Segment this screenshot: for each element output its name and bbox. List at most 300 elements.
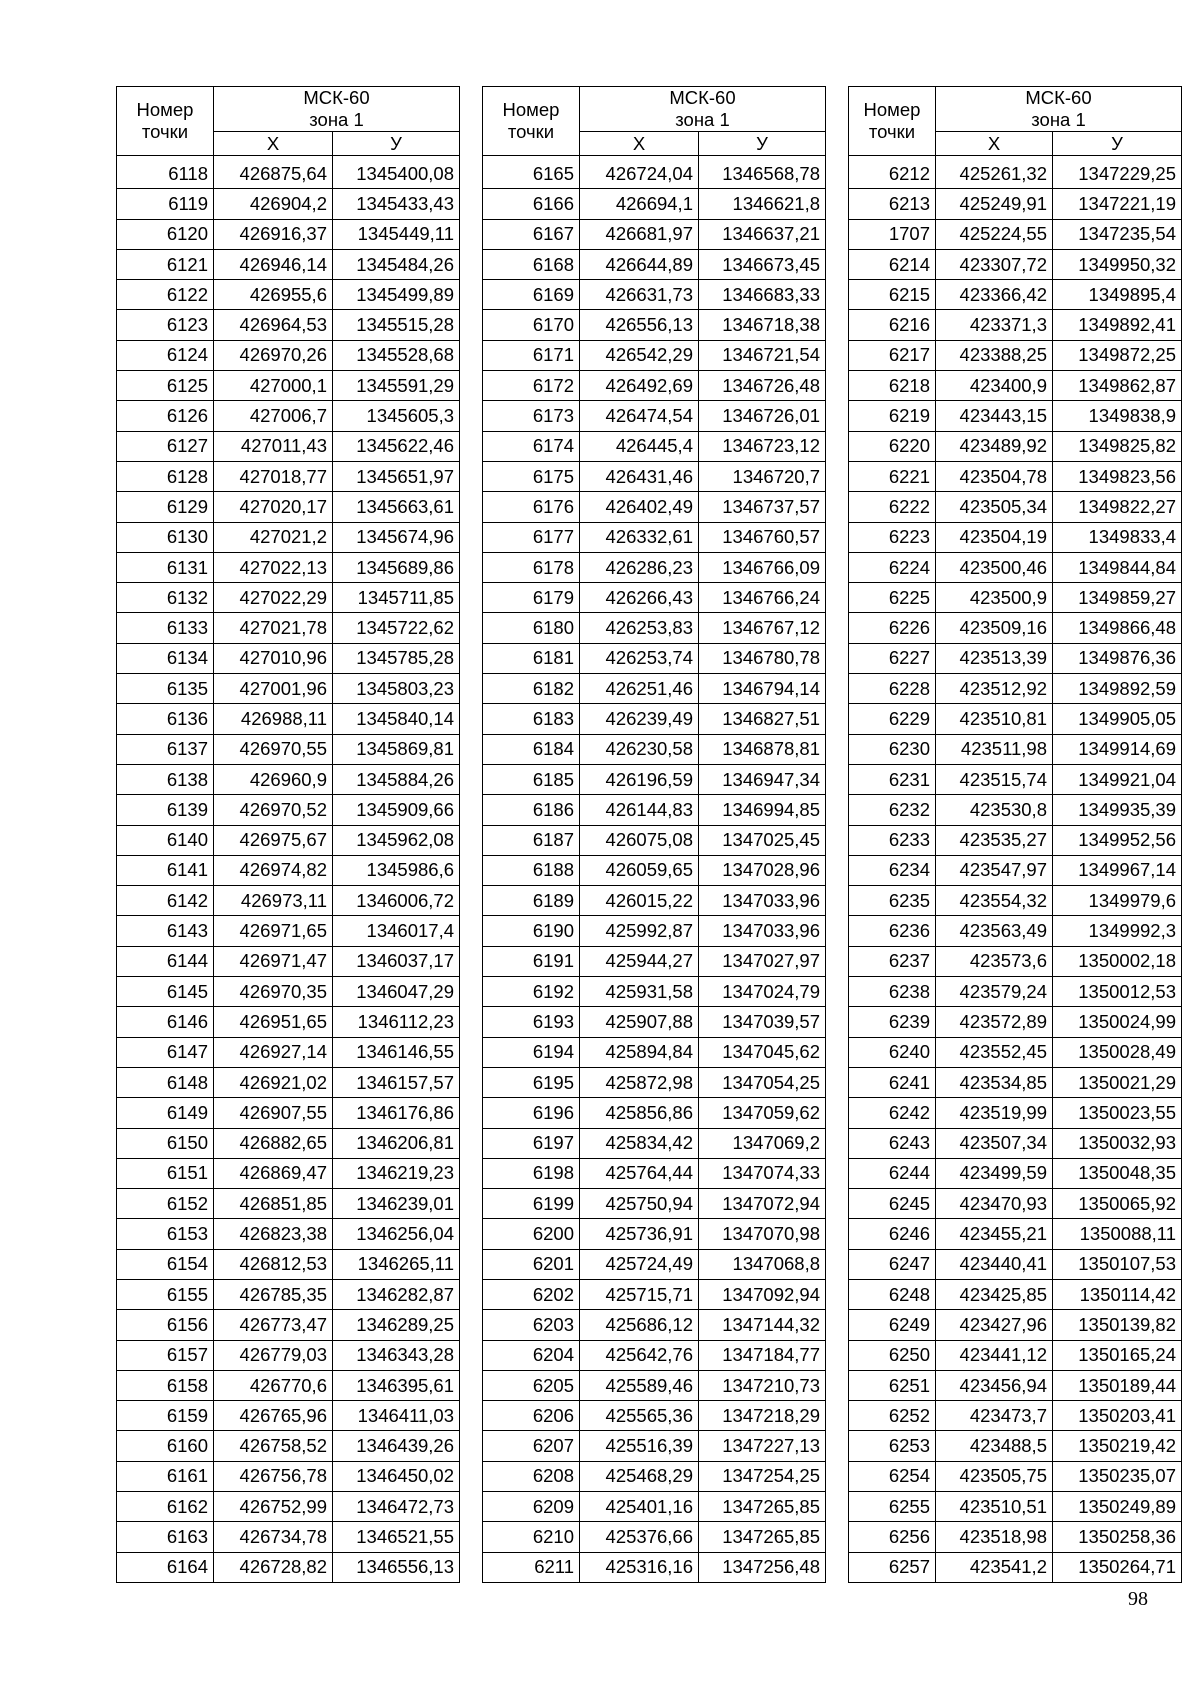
table-row xyxy=(483,1401,826,1431)
x-coordinate-cell: 426970,52 xyxy=(214,795,333,825)
x-coordinate-cell: 425565,36 xyxy=(580,1401,699,1431)
y-coordinate-cell: 1346767,12 xyxy=(699,613,826,643)
table-row xyxy=(117,1158,460,1188)
y-coordinate-cell: 1349950,32 xyxy=(1053,249,1182,279)
x-coordinate-cell: 423535,27 xyxy=(936,825,1053,855)
point-number-cell: 6119 xyxy=(117,189,214,219)
table-row xyxy=(483,583,826,613)
table-row xyxy=(117,156,460,189)
x-coordinate-cell: 426144,83 xyxy=(580,795,699,825)
table-row xyxy=(117,643,460,673)
table-row xyxy=(117,522,460,552)
point-number-cell: 6223 xyxy=(849,522,936,552)
y-coordinate-cell: 1345484,26 xyxy=(333,249,460,279)
y-coordinate-cell: 1347033,96 xyxy=(699,916,826,946)
table-row xyxy=(117,1189,460,1219)
y-coordinate-cell: 1346556,13 xyxy=(333,1552,460,1582)
point-number-cell: 6195 xyxy=(483,1067,580,1097)
y-coordinate-cell: 1350028,49 xyxy=(1053,1037,1182,1067)
x-coordinate-cell: 425724,49 xyxy=(580,1249,699,1279)
table-row xyxy=(117,189,460,219)
point-number-cell: 6189 xyxy=(483,886,580,916)
x-coordinate-cell: 426927,14 xyxy=(214,1037,333,1067)
table-row xyxy=(483,1552,826,1582)
point-number-cell: 6210 xyxy=(483,1522,580,1552)
x-coordinate-cell: 426916,37 xyxy=(214,219,333,249)
table-row xyxy=(483,1431,826,1461)
x-coordinate-cell: 423470,93 xyxy=(936,1189,1053,1219)
x-coordinate-cell: 426230,58 xyxy=(580,734,699,764)
y-coordinate-cell: 1350065,92 xyxy=(1053,1189,1182,1219)
y-coordinate-cell: 1349876,36 xyxy=(1053,643,1182,673)
y-coordinate-cell: 1346760,57 xyxy=(699,522,826,552)
point-number-cell: 6218 xyxy=(849,371,936,401)
y-coordinate-cell: 1345622,46 xyxy=(333,431,460,461)
table-row xyxy=(117,1492,460,1522)
point-number-cell: 6228 xyxy=(849,674,936,704)
y-coordinate-cell: 1350249,89 xyxy=(1053,1492,1182,1522)
point-number-cell: 6197 xyxy=(483,1128,580,1158)
point-number-cell: 6136 xyxy=(117,704,214,734)
y-coordinate-cell: 1346621,8 xyxy=(699,189,826,219)
y-coordinate-cell: 1346176,86 xyxy=(333,1098,460,1128)
y-coordinate-cell: 1350203,41 xyxy=(1053,1401,1182,1431)
table-row xyxy=(849,1370,1182,1400)
table-row xyxy=(117,1310,460,1340)
x-coordinate-cell: 426734,78 xyxy=(214,1522,333,1552)
x-coordinate-cell: 425992,87 xyxy=(580,916,699,946)
y-coordinate-cell: 1350107,53 xyxy=(1053,1249,1182,1279)
table-row xyxy=(483,674,826,704)
point-number-cell: 6158 xyxy=(117,1370,214,1400)
table-row xyxy=(849,1007,1182,1037)
x-coordinate-cell: 426964,53 xyxy=(214,310,333,340)
x-coordinate-cell: 423505,75 xyxy=(936,1461,1053,1491)
table-row xyxy=(483,371,826,401)
point-number-cell: 6221 xyxy=(849,461,936,491)
x-coordinate-cell: 426752,99 xyxy=(214,1492,333,1522)
x-coordinate-cell: 426974,82 xyxy=(214,855,333,885)
x-coordinate-cell: 426196,59 xyxy=(580,764,699,794)
y-coordinate-cell: 1345785,28 xyxy=(333,643,460,673)
point-number-cell: 6176 xyxy=(483,492,580,522)
x-coordinate-cell: 427010,96 xyxy=(214,643,333,673)
y-coordinate-cell: 1346112,23 xyxy=(333,1007,460,1037)
point-number-cell: 6141 xyxy=(117,855,214,885)
y-coordinate-cell: 1346721,54 xyxy=(699,340,826,370)
y-coordinate-cell: 1345711,85 xyxy=(333,583,460,613)
y-coordinate-cell: 1350032,93 xyxy=(1053,1128,1182,1158)
point-number-cell: 6188 xyxy=(483,855,580,885)
x-coordinate-cell: 426251,46 xyxy=(580,674,699,704)
x-coordinate-cell: 423541,2 xyxy=(936,1552,1053,1582)
table-row xyxy=(849,1401,1182,1431)
y-coordinate-cell: 1350023,55 xyxy=(1053,1098,1182,1128)
table-row xyxy=(483,1310,826,1340)
y-coordinate-cell: 1350165,24 xyxy=(1053,1340,1182,1370)
point-number-cell: 6182 xyxy=(483,674,580,704)
point-number-cell: 6157 xyxy=(117,1340,214,1370)
x-coordinate-cell: 426332,61 xyxy=(580,522,699,552)
x-coordinate-cell: 426955,6 xyxy=(214,280,333,310)
y-coordinate-cell: 1346265,11 xyxy=(333,1249,460,1279)
y-coordinate-cell: 1346017,4 xyxy=(333,916,460,946)
x-coordinate-cell: 426431,46 xyxy=(580,461,699,491)
coordinates-table-2 xyxy=(482,86,826,1583)
x-coordinate-cell: 426728,82 xyxy=(214,1552,333,1582)
y-coordinate-cell: 1345651,97 xyxy=(333,461,460,491)
table-row xyxy=(117,1249,460,1279)
table-row xyxy=(849,825,1182,855)
point-number-cell: 6173 xyxy=(483,401,580,431)
table-row xyxy=(483,1067,826,1097)
x-coordinate-cell: 425872,98 xyxy=(580,1067,699,1097)
x-coordinate-cell: 423443,15 xyxy=(936,401,1053,431)
y-coordinate-cell: 1346737,57 xyxy=(699,492,826,522)
table-row xyxy=(849,401,1182,431)
point-number-cell: 6245 xyxy=(849,1189,936,1219)
table-row xyxy=(483,1098,826,1128)
point-number-cell: 6229 xyxy=(849,704,936,734)
y-coordinate-cell: 1347218,29 xyxy=(699,1401,826,1431)
table-row xyxy=(117,1279,460,1309)
point-number-cell: 6206 xyxy=(483,1401,580,1431)
x-coordinate-cell: 426445,4 xyxy=(580,431,699,461)
x-coordinate-cell: 426812,53 xyxy=(214,1249,333,1279)
table-row xyxy=(849,1128,1182,1158)
y-coordinate-cell: 1349992,3 xyxy=(1053,916,1182,946)
table-row xyxy=(849,674,1182,704)
point-number-cell: 6153 xyxy=(117,1219,214,1249)
x-coordinate-cell: 425686,12 xyxy=(580,1310,699,1340)
x-coordinate-cell: 426770,6 xyxy=(214,1370,333,1400)
y-coordinate-cell: 1347033,96 xyxy=(699,886,826,916)
point-number-cell: 6131 xyxy=(117,552,214,582)
x-coordinate-cell: 425401,16 xyxy=(580,1492,699,1522)
point-number-cell: 6232 xyxy=(849,795,936,825)
table-row xyxy=(117,1067,460,1097)
table-row xyxy=(117,704,460,734)
point-number-cell: 6235 xyxy=(849,886,936,916)
table-row xyxy=(849,189,1182,219)
x-coordinate-cell: 425261,32 xyxy=(936,156,1053,189)
x-coordinate-cell: 427001,96 xyxy=(214,674,333,704)
x-coordinate-cell: 426266,43 xyxy=(580,583,699,613)
point-number-cell: 6230 xyxy=(849,734,936,764)
y-coordinate-cell: 1346395,61 xyxy=(333,1370,460,1400)
x-coordinate-cell: 423509,16 xyxy=(936,613,1053,643)
point-number-cell: 6150 xyxy=(117,1128,214,1158)
y-coordinate-cell: 1346726,01 xyxy=(699,401,826,431)
point-number-cell: 6154 xyxy=(117,1249,214,1279)
point-number-cell: 6253 xyxy=(849,1431,936,1461)
y-coordinate-cell: 1346439,26 xyxy=(333,1431,460,1461)
point-number-cell: 6194 xyxy=(483,1037,580,1067)
point-number-cell: 6231 xyxy=(849,764,936,794)
point-number-cell: 6180 xyxy=(483,613,580,643)
y-coordinate-cell: 1345591,29 xyxy=(333,371,460,401)
x-coordinate-cell: 425642,76 xyxy=(580,1340,699,1370)
x-coordinate-cell: 426059,65 xyxy=(580,855,699,885)
table-row xyxy=(849,704,1182,734)
point-number-cell: 6186 xyxy=(483,795,580,825)
point-number-cell: 6241 xyxy=(849,1067,936,1097)
y-coordinate-cell: 1349844,84 xyxy=(1053,552,1182,582)
y-coordinate-cell: 1346157,57 xyxy=(333,1067,460,1097)
x-coordinate-cell: 423513,39 xyxy=(936,643,1053,673)
y-coordinate-cell: 1346450,02 xyxy=(333,1461,460,1491)
point-number-cell: 6201 xyxy=(483,1249,580,1279)
table-row xyxy=(117,674,460,704)
y-coordinate-cell: 1346047,29 xyxy=(333,977,460,1007)
y-coordinate-cell: 1345605,3 xyxy=(333,401,460,431)
table-row xyxy=(849,219,1182,249)
y-coordinate-cell: 1347221,19 xyxy=(1053,189,1182,219)
y-coordinate-cell: 1347227,13 xyxy=(699,1431,826,1461)
y-coordinate-cell: 1349914,69 xyxy=(1053,734,1182,764)
table-row xyxy=(117,552,460,582)
point-number-cell: 6219 xyxy=(849,401,936,431)
x-coordinate-cell: 426239,49 xyxy=(580,704,699,734)
table-row xyxy=(483,977,826,1007)
x-coordinate-cell: 426875,64 xyxy=(214,156,333,189)
table-row xyxy=(849,946,1182,976)
y-coordinate-cell: 1346683,33 xyxy=(699,280,826,310)
point-number-cell: 6227 xyxy=(849,643,936,673)
point-number-cell: 6160 xyxy=(117,1431,214,1461)
table-row xyxy=(117,1461,460,1491)
point-number-cell: 6212 xyxy=(849,156,936,189)
point-number-cell: 6133 xyxy=(117,613,214,643)
table-row xyxy=(483,1340,826,1370)
table-row xyxy=(483,1279,826,1309)
point-number-cell: 6205 xyxy=(483,1370,580,1400)
header-point-number: Номер точки xyxy=(117,87,214,156)
point-number-cell: 6247 xyxy=(849,1249,936,1279)
x-coordinate-cell: 426644,89 xyxy=(580,249,699,279)
point-number-cell: 6162 xyxy=(117,1492,214,1522)
point-number-cell: 6234 xyxy=(849,855,936,885)
table-row xyxy=(117,280,460,310)
x-coordinate-cell: 423518,98 xyxy=(936,1522,1053,1552)
y-coordinate-cell: 1346726,48 xyxy=(699,371,826,401)
y-coordinate-cell: 1347059,62 xyxy=(699,1098,826,1128)
y-coordinate-cell: 1345499,89 xyxy=(333,280,460,310)
table-row xyxy=(117,825,460,855)
point-number-cell: 6226 xyxy=(849,613,936,643)
y-coordinate-cell: 1345869,81 xyxy=(333,734,460,764)
x-coordinate-cell: 423441,12 xyxy=(936,1340,1053,1370)
x-coordinate-cell: 426253,83 xyxy=(580,613,699,643)
table-row xyxy=(117,371,460,401)
point-number-cell: 6238 xyxy=(849,977,936,1007)
table-row xyxy=(483,1219,826,1249)
x-coordinate-cell: 425834,42 xyxy=(580,1128,699,1158)
point-number-cell: 6144 xyxy=(117,946,214,976)
y-coordinate-cell: 1347068,8 xyxy=(699,1249,826,1279)
y-coordinate-cell: 1346472,73 xyxy=(333,1492,460,1522)
point-number-cell: 6183 xyxy=(483,704,580,734)
point-number-cell: 6163 xyxy=(117,1522,214,1552)
table-row xyxy=(483,310,826,340)
x-coordinate-cell: 425931,58 xyxy=(580,977,699,1007)
table-row xyxy=(483,522,826,552)
y-coordinate-cell: 1346794,14 xyxy=(699,674,826,704)
point-number-cell: 6252 xyxy=(849,1401,936,1431)
table-row xyxy=(483,734,826,764)
point-number-cell: 6147 xyxy=(117,1037,214,1067)
x-coordinate-cell: 423534,85 xyxy=(936,1067,1053,1097)
point-number-cell: 6255 xyxy=(849,1492,936,1522)
y-coordinate-cell: 1346411,03 xyxy=(333,1401,460,1431)
y-coordinate-cell: 1349952,56 xyxy=(1053,825,1182,855)
table-row xyxy=(849,643,1182,673)
point-number-cell: 6172 xyxy=(483,371,580,401)
table-row xyxy=(117,1340,460,1370)
table-row xyxy=(117,1552,460,1582)
table-row xyxy=(483,855,826,885)
table-row xyxy=(483,704,826,734)
table-row xyxy=(483,461,826,491)
y-coordinate-cell: 1349838,9 xyxy=(1053,401,1182,431)
point-number-cell: 6202 xyxy=(483,1279,580,1309)
point-number-cell: 6256 xyxy=(849,1522,936,1552)
y-coordinate-cell: 1347265,85 xyxy=(699,1492,826,1522)
x-coordinate-cell: 423400,9 xyxy=(936,371,1053,401)
point-number-cell: 1707 xyxy=(849,219,936,249)
y-coordinate-cell: 1346146,55 xyxy=(333,1037,460,1067)
table-row xyxy=(483,189,826,219)
table-row xyxy=(483,613,826,643)
header-coordinate-system: МСК-60 зона 1 xyxy=(580,87,826,132)
x-coordinate-cell: 423547,97 xyxy=(936,855,1053,885)
x-coordinate-cell: 426970,35 xyxy=(214,977,333,1007)
table-row xyxy=(849,156,1182,189)
table-row xyxy=(117,461,460,491)
x-coordinate-cell: 425516,39 xyxy=(580,1431,699,1461)
x-coordinate-cell: 423512,92 xyxy=(936,674,1053,704)
y-coordinate-cell: 1346219,23 xyxy=(333,1158,460,1188)
table-row xyxy=(849,1492,1182,1522)
point-number-cell: 6208 xyxy=(483,1461,580,1491)
point-number-cell: 6137 xyxy=(117,734,214,764)
table-row xyxy=(117,431,460,461)
point-number-cell: 6178 xyxy=(483,552,580,582)
x-coordinate-cell: 426882,65 xyxy=(214,1128,333,1158)
point-number-cell: 6236 xyxy=(849,916,936,946)
x-coordinate-cell: 423488,5 xyxy=(936,1431,1053,1461)
table-row xyxy=(483,492,826,522)
table-row xyxy=(117,764,460,794)
table-row xyxy=(849,1310,1182,1340)
x-coordinate-cell: 423455,21 xyxy=(936,1219,1053,1249)
y-coordinate-cell: 1349892,59 xyxy=(1053,674,1182,704)
y-coordinate-cell: 1350021,29 xyxy=(1053,1067,1182,1097)
table-row xyxy=(849,886,1182,916)
point-number-cell: 6145 xyxy=(117,977,214,1007)
table-row xyxy=(849,492,1182,522)
point-number-cell: 6138 xyxy=(117,764,214,794)
y-coordinate-cell: 1346766,09 xyxy=(699,552,826,582)
point-number-cell: 6134 xyxy=(117,643,214,673)
page-number: 98 xyxy=(1128,1588,1148,1610)
header-y: У xyxy=(699,132,826,156)
table-row xyxy=(117,1431,460,1461)
y-coordinate-cell: 1349967,14 xyxy=(1053,855,1182,885)
table-row xyxy=(117,977,460,1007)
x-coordinate-cell: 425750,94 xyxy=(580,1189,699,1219)
x-coordinate-cell: 423371,3 xyxy=(936,310,1053,340)
y-coordinate-cell: 1350258,36 xyxy=(1053,1522,1182,1552)
x-coordinate-cell: 426975,67 xyxy=(214,825,333,855)
table-row xyxy=(117,219,460,249)
y-coordinate-cell: 1349866,48 xyxy=(1053,613,1182,643)
point-number-cell: 6185 xyxy=(483,764,580,794)
y-coordinate-cell: 1346723,12 xyxy=(699,431,826,461)
y-coordinate-cell: 1345962,08 xyxy=(333,825,460,855)
point-number-cell: 6254 xyxy=(849,1461,936,1491)
point-number-cell: 6175 xyxy=(483,461,580,491)
header-coordinate-system: МСК-60 зона 1 xyxy=(214,87,460,132)
table-row xyxy=(849,1552,1182,1582)
table-row xyxy=(849,583,1182,613)
point-number-cell: 6184 xyxy=(483,734,580,764)
x-coordinate-cell: 423473,7 xyxy=(936,1401,1053,1431)
point-number-cell: 6148 xyxy=(117,1067,214,1097)
y-coordinate-cell: 1346673,45 xyxy=(699,249,826,279)
x-coordinate-cell: 427021,2 xyxy=(214,522,333,552)
table-row xyxy=(117,1219,460,1249)
point-number-cell: 6171 xyxy=(483,340,580,370)
x-coordinate-cell: 423563,49 xyxy=(936,916,1053,946)
x-coordinate-cell: 423425,85 xyxy=(936,1279,1053,1309)
table-row xyxy=(483,280,826,310)
x-coordinate-cell: 425589,46 xyxy=(580,1370,699,1400)
table-row xyxy=(849,1279,1182,1309)
table-row xyxy=(117,886,460,916)
table-row xyxy=(483,643,826,673)
x-coordinate-cell: 427022,13 xyxy=(214,552,333,582)
x-coordinate-cell: 426756,78 xyxy=(214,1461,333,1491)
y-coordinate-cell: 1346006,72 xyxy=(333,886,460,916)
x-coordinate-cell: 425856,86 xyxy=(580,1098,699,1128)
table-row xyxy=(483,1189,826,1219)
point-number-cell: 6251 xyxy=(849,1370,936,1400)
table-row xyxy=(117,946,460,976)
y-coordinate-cell: 1345840,14 xyxy=(333,704,460,734)
table-row xyxy=(849,1249,1182,1279)
table-row xyxy=(849,977,1182,1007)
point-number-cell: 6237 xyxy=(849,946,936,976)
x-coordinate-cell: 426970,55 xyxy=(214,734,333,764)
header-x: Х xyxy=(580,132,699,156)
x-coordinate-cell: 423427,96 xyxy=(936,1310,1053,1340)
x-coordinate-cell: 426075,08 xyxy=(580,825,699,855)
table-row xyxy=(483,886,826,916)
x-coordinate-cell: 426785,35 xyxy=(214,1279,333,1309)
point-number-cell: 6170 xyxy=(483,310,580,340)
point-number-cell: 6243 xyxy=(849,1128,936,1158)
point-number-cell: 6159 xyxy=(117,1401,214,1431)
table-row xyxy=(849,613,1182,643)
point-number-cell: 6139 xyxy=(117,795,214,825)
x-coordinate-cell: 425944,27 xyxy=(580,946,699,976)
table-row xyxy=(483,1037,826,1067)
point-number-cell: 6187 xyxy=(483,825,580,855)
point-number-cell: 6217 xyxy=(849,340,936,370)
point-number-cell: 6156 xyxy=(117,1310,214,1340)
y-coordinate-cell: 1347024,79 xyxy=(699,977,826,1007)
